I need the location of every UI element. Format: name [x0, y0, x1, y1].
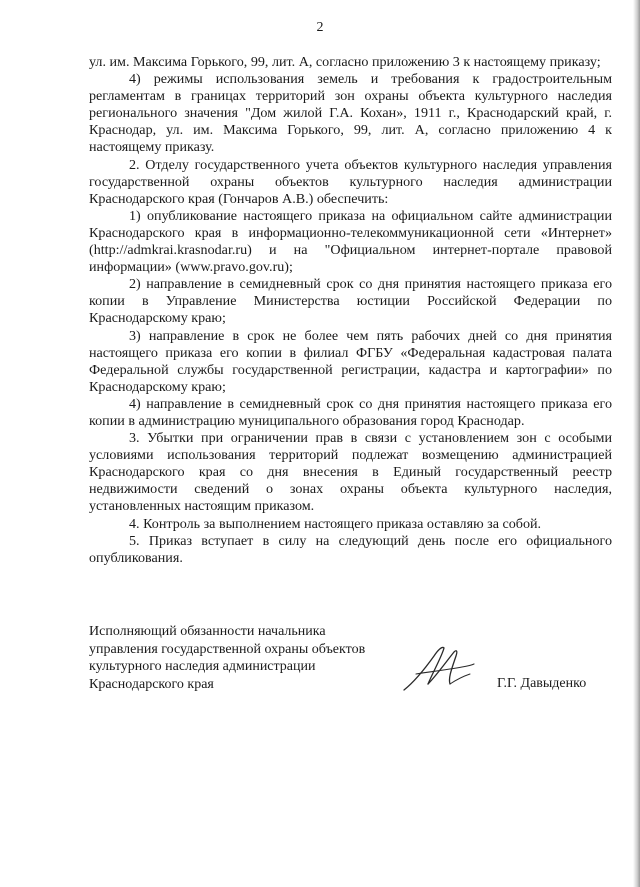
page-edge-shadow — [633, 0, 640, 887]
position-line: управления государственной охраны объектов — [89, 641, 366, 657]
position-line: Краснодарского края — [89, 676, 214, 692]
paragraph-clause-5: 5. Приказ вступает в силу на следующий день после его официального опубликования. — [89, 532, 612, 566]
handwritten-signature — [398, 640, 478, 696]
paragraph-item-4-land-use: 4) режимы использования земель и требования к градостроительным регламентам в границах территорий зон охраны объекта культурного наследия регионального значения "Дом жилой Г.А. Кохан», 1911 г., Краснодарский край, г. Краснодар, ул. им. Максима Горького, 99, лит. А, согласно приложению 4 к настоящему приказу. — [89, 71, 612, 156]
position-line: культурного наследия администрации — [89, 659, 316, 674]
document-body — [89, 54, 612, 567]
paragraph-clause-2-item-1: 1) опубликование настоящего приказа на официальном сайте администрации Краснодарского края в информационно-телекоммуникационной сети «Интернет» (http://admkrai.krasnodar.ru) и на "Официальном интернет-портале правовой информации» (www.pravo.gov.ru); — [89, 207, 612, 276]
paragraph-clause-4: 4. Контроль за выполнением настоящего приказа оставляю за собой. — [129, 515, 542, 532]
paragraph-clause-2: 2. Отделу государственного учета объектов культурного наследия управления государственной охраны объектов культурного наследия администрации Краснодарского края (Гончаров А.В.) обеспечить: — [89, 156, 612, 207]
position-line: Исполняющий обязанности начальника — [89, 624, 326, 639]
paragraph-continuation: ул. им. Максима Горького, 99, лит. А, согласно приложению 3 к настоящему приказу; — [89, 54, 601, 70]
paragraph-clause-3: 3. Убытки при ограничении прав в связи с установлением зон с особыми условиями использования территорий подлежат возмещению администрацией Краснодарского края со дня внесения в Единый государственный реестр недвижимости сведений о зонах охраны объекта культурного наследия, установленных настоящим приказом. — [89, 430, 612, 515]
paragraph-clause-2-item-3: 3) направление в срок не более чем пять рабочих дней со дня принятия настоящего приказа его копии в филиал ФГБУ «Федеральная кадастровая палата Федеральной службы государственной регистрации, кадастра и картографии» по Краснодарскому краю; — [89, 327, 612, 395]
paragraph-clause-2-item-2: 2) направление в семидневный срок со дня принятия настоящего приказа его копии в Управление Министерства юстиции Российской Федерации по Краснодарскому краю; — [89, 276, 612, 327]
signer-name: Г.Г. Давыденко — [497, 676, 587, 691]
signatory-position — [89, 623, 369, 693]
page-number: 2 — [316, 20, 324, 35]
paragraph-clause-2-item-4: 4) направление в семидневный срок со дня принятия настоящего приказа его копии в администрацию муниципального образования город Краснодар. — [89, 395, 612, 429]
